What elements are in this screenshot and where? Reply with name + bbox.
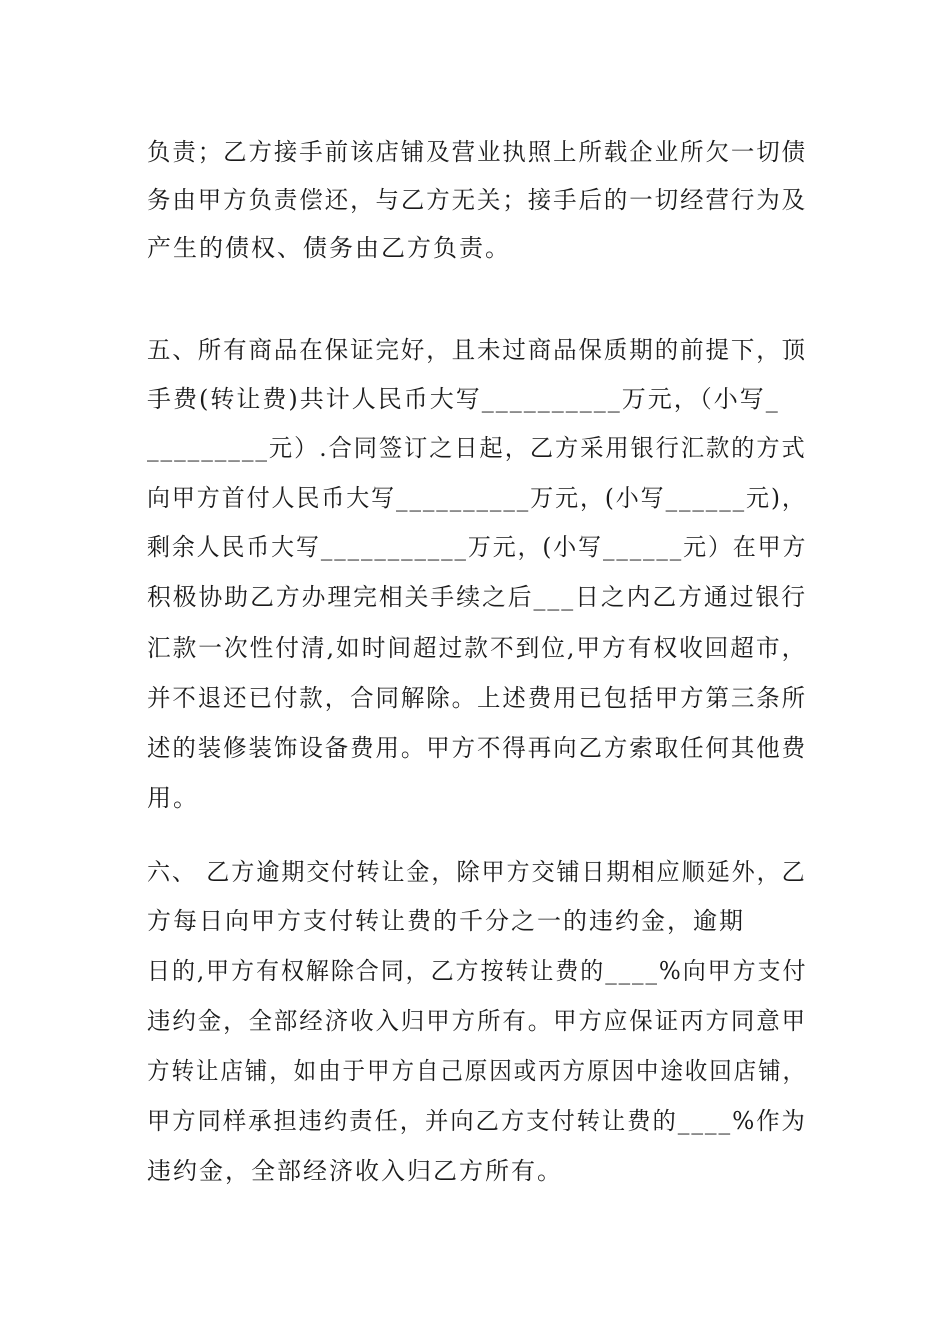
text-line: 汇款一次性付清,如时间超过款不到位,甲方有权收回超市， <box>147 634 808 662</box>
text-line: 并不退还已付款，合同解除。上述费用已包括甲方第三条所 <box>147 684 807 712</box>
text-line: 违约金，全部经济收入归甲方所有。甲方应保证丙方同意甲 <box>147 1007 807 1035</box>
text-line: 日的,甲方有权解除合同，乙方按转让费的____%向甲方支付 <box>147 957 808 985</box>
text-line: 向甲方首付人民币大写__________万元，(小写______元)， <box>147 484 807 512</box>
text-line: 述的装修装饰设备费用。甲方不得再向乙方索取任何其他费 <box>147 734 807 762</box>
text-line: 产生的债权、债务由乙方负责。 <box>147 234 511 262</box>
text-line: 积极协助乙方办理完相关手续之后___日之内乙方通过银行 <box>147 583 807 611</box>
text-line: 甲方同样承担违约责任，并向乙方支付转让费的____%作为 <box>147 1107 807 1135</box>
text-line: 违约金，全部经济收入归乙方所有。 <box>147 1157 563 1185</box>
text-line: 六、 乙方逾期交付转让金，除甲方交铺日期相应顺延外，乙 <box>147 858 807 886</box>
text-line: 手费(转让费)共计人民币大写__________万元，（小写_ <box>147 385 780 413</box>
text-line: 务由甲方负责偿还，与乙方无关；接手后的一切经营行为及 <box>147 186 807 214</box>
text-line: 用。 <box>147 784 199 812</box>
text-line: 五、所有商品在保证完好，且未过商品保质期的前提下，顶 <box>147 336 807 364</box>
text-line: 方每日向甲方支付转让费的千分之一的违约金，逾期 <box>147 907 745 935</box>
text-line: 剩余人民币大写___________万元，(小写______元）在甲方 <box>147 533 808 561</box>
text-line: _________元）.合同签订之日起，乙方采用银行汇款的方式 <box>147 434 807 462</box>
text-line: 方转让店铺，如由于甲方自己原因或丙方原因中途收回店铺， <box>147 1057 807 1085</box>
text-line: 负责；乙方接手前该店铺及营业执照上所载企业所欠一切债 <box>147 138 807 166</box>
